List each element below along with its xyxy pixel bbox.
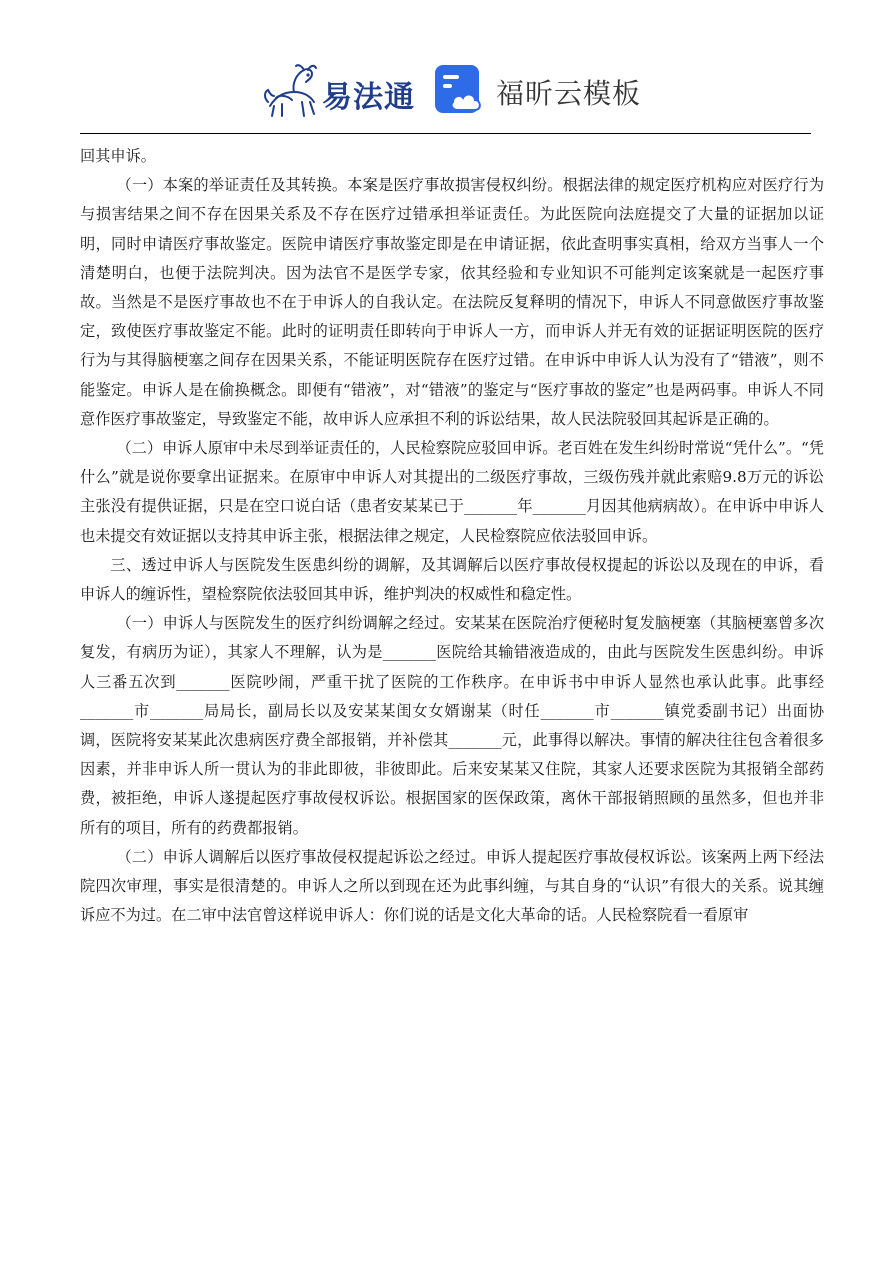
fuxin-brand-text: 福昕云模板 <box>496 77 642 110</box>
yifatong-brand-text: 易法通 <box>322 80 415 115</box>
cloud-document-icon <box>434 64 486 116</box>
document-body <box>80 142 824 930</box>
paragraph: （一）申诉人与医院发生的医疗纠纷调解之经过。安某某在医院治疗便秘时复发脑梗塞（其脑梗塞曾多次复发，有病历为证），其家人不理解，认为是_______医院给其输错液造成的，由此与医院发生医患纠纷。申诉人三番五次到_______医院吵闹，严重干扰了医院的工作秩序。在申诉书中申诉人显然也承认此事。此事经_______市_______局局长，副局长以及安某某闺女女婿谢某（时任_______市_______镇党委副书记）出面协调，医院将安某某此次患病医疗费全部报销，并补偿其_______元，此事得以解决。事情的解决往往包含着很多因素，并非申诉人所一贯认为的非此即彼，非彼即此。后来安某某又住院，其家人还要求医院为其报销全部药费，被拒绝，申诉人遂提起医疗事故侵权诉讼。根据国家的医保政策，离休干部报销照顾的虽然多，但也并非所有的项目，所有的药费都报销。 <box>80 614 824 837</box>
paragraph: 三、透过申诉人与医院发生医患纠纷的调解，及其调解后以医疗事故侵权提起的诉讼以及现在的申诉，看申诉人的缠诉性，望检察院依法驳回其申诉，维护判决的权威性和稳定性。 <box>80 555 824 604</box>
paragraph: （二）申诉人原审中未尽到举证责任的，人民检察院应驳回申诉。老百姓在发生纠纷时常说“凭什么”。“凭什么”就是说你要拿出证据来。在原审中申诉人对其提出的二级医疗事故，三级伤残并就此索赔9.8万元的诉讼主张没有提供证据，只是在空口说白话（患者安某某已于_______年_______月因其他病病故）。在申诉中申诉人也未提交有效证据以支持其申诉主张，根据法律之规定，人民检察院应依法驳回申诉。 <box>80 439 824 545</box>
yifatong-logo <box>262 60 422 120</box>
qilin-mascot-icon <box>262 62 324 118</box>
fuxin-logo <box>434 62 644 118</box>
paragraph: 回其申诉。 <box>80 147 156 165</box>
page-header <box>0 0 893 130</box>
paragraph: （一）本案的举证责任及其转换。本案是医疗事故损害侵权纠纷。根据法律的规定医疗机构应对医疗行为与损害结果之间不存在因果关系及不存在医疗过错承担举证责任。为此医院向法庭提交了大量的证据加以证明，同时申请医疗事故鉴定。医院申请医疗事故鉴定即是在申请证据，依此查明事实真相，给双方当事人一个清楚明白，也便于法院判决。因为法官不是医学专家，依其经验和专业知识不可能判定该案就是一起医疗事故。当然是不是医疗事故也不在于申诉人的自我认定。在法院反复释明的情况下，申诉人不同意做医疗事故鉴定，致使医疗事故鉴定不能。此时的证明责任即转向于申诉人一方，而申诉人并无有效的证据证明医院的医疗行为与其得脑梗塞之间存在因果关系，不能证明医院存在医疗过错。在申诉中申诉人认为没有了“错液”，则不能鉴定。申诉人是在偷换概念。即便有“错液”，对“错液”的鉴定与“医疗事故的鉴定”也是两码事。申诉人不同意作医疗事故鉴定，导致鉴定不能，故申诉人应承担不利的诉讼结果，故人民法院驳回其起诉是正确的。 <box>80 176 824 428</box>
header-divider <box>80 133 811 134</box>
paragraph: （二）申诉人调解后以医疗事故侵权提起诉讼之经过。申诉人提起医疗事故侵权诉讼。该案两上两下经法院四次审理，事实是很清楚的。申诉人之所以到现在还为此事纠缠，与其自身的“认识”有很大的关系。说其缠诉应不为过。在二审中法官曾这样说申诉人：你们说的话是文化大革命的话。人民检察院看一看原审 <box>80 847 824 925</box>
